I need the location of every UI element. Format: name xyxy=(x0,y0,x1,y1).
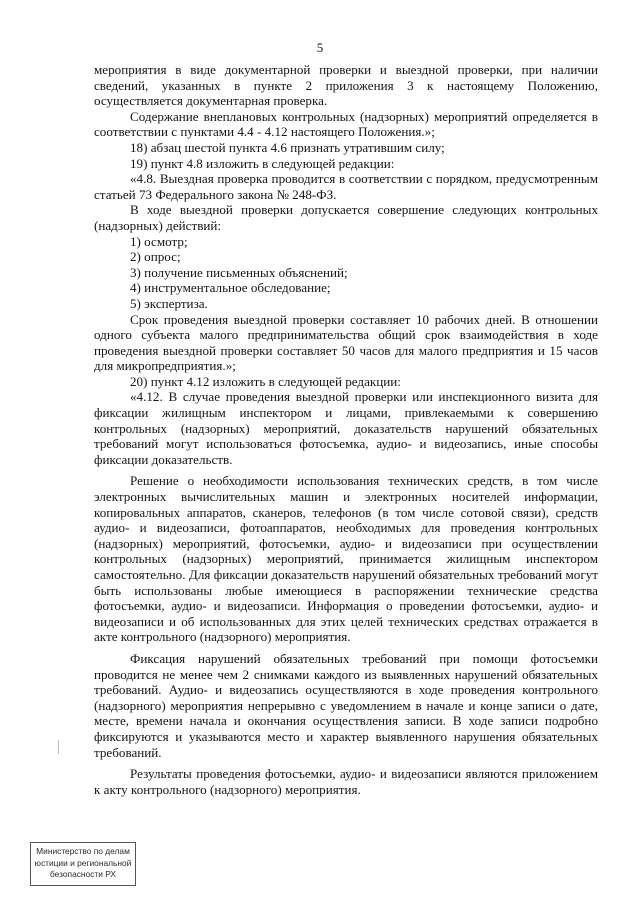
stamp-line: безопасности РХ xyxy=(49,869,117,879)
paragraph: 19) пункт 4.8 изложить в следующей редакции: xyxy=(130,155,395,171)
paragraph: Содержание внеплановых контрольных (надзорных) мероприятий определяется в соответствии с пунктами 4.4 - 4.12 настоящего Положения.»; xyxy=(94,108,598,140)
margin-mark xyxy=(58,740,59,754)
paragraph: «4.8. Выездная проверка проводится в соответствии с порядком, предусмотренным статьей 73 Федерального закона № 248-ФЗ. xyxy=(94,171,598,202)
paragraph: Результаты проведения фотосъемки, аудио- и видеозаписи являются приложением к акту контрольного (надзорного) мероприятия. xyxy=(94,766,598,797)
stamp-line: юстиции и региональной xyxy=(34,857,132,868)
paragraph: Решение о необходимости использования технических средств, в том числе электронных вычислительных машин и электронных носителей информации, копировальных аппаратов, сканеров, телефонов (в том числе сотовой связи), средств аудио- и видеозаписи, фотоаппаратов, необходимых для проведения контрольных (надзорных) мероприятий, фотосъемки, аудио- и видеозаписи при осуществлении контрольных (надзорных) мероприятий, принимается жилищным инспектором самостоятельно. Для фиксации доказательств нарушений обязательных требований могут быть использованы любые имеющиеся в распоряжении технические средства фотосъемки, аудио- и видеозаписи. Информация о проведении фотосъемки, аудио- и видеозаписи и об использованных для этих целей технических средствах отражается в акте контрольного (надзорного) мероприятия. xyxy=(94,473,598,645)
paragraph: 20) пункт 4.12 изложить в следующей редакции: xyxy=(130,373,401,389)
paragraph: В ходе выездной проверки допускается совершение следующих контрольных (надзорных) действий: xyxy=(94,202,598,233)
list-item: 5) экспертиза. xyxy=(130,295,208,311)
page-number: 5 xyxy=(316,40,324,55)
ministry-stamp xyxy=(30,842,136,886)
paragraph: Срок проведения выездной проверки составляет 10 рабочих дней. В отношении одного субъекта малого предпринимательства общий срок взаимодействия в ходе проведения выездной проверки составляет 50 часов для малого предприятия и 15 часов для микропредприятия.»; xyxy=(94,311,598,374)
list-item: 4) инструментальное обследование; xyxy=(130,280,331,296)
stamp-line: Министерство по делам xyxy=(36,846,130,856)
list-item: 1) осмотр; xyxy=(130,233,188,249)
document-body xyxy=(94,62,598,797)
paragraph: 18) абзац шестой пункта 4.6 признать утратившим силу; xyxy=(130,139,445,155)
list-item: 2) опрос; xyxy=(130,249,181,265)
paragraph: Фиксация нарушений обязательных требований при помощи фотосъемки проводится не менее чем 2 снимками каждого из выявленных нарушений обязательных требований. Аудио- и видеозапись осуществляются в ходе проведения контрольного (надзорного) мероприятия непрерывно с уведомлением в начале и конце записи о дате, месте, времени начала и окончания осуществления записи. В ходе записи подробно фиксируются и указываются место и характер выявленного нарушения обязательных требований. xyxy=(94,650,598,760)
paragraph: мероприятия в виде документарной проверки и выездной проверки, при наличии сведений, указанных в пункте 2 приложения 3 к настоящему Положению, осуществляется документарная проверка. xyxy=(94,62,598,109)
paragraph: «4.12. В случае проведения выездной проверки или инспекционного визита для фиксации жилищным инспектором и лицами, привлекаемыми к совершению контрольных (надзорных) мероприятий, доказательств нарушений обязательных требований могут использоваться фотосъемка, аудио- и видеозапись, иные способы фиксации доказательств. xyxy=(94,389,598,467)
list-item: 3) получение письменных объяснений; xyxy=(130,264,348,280)
